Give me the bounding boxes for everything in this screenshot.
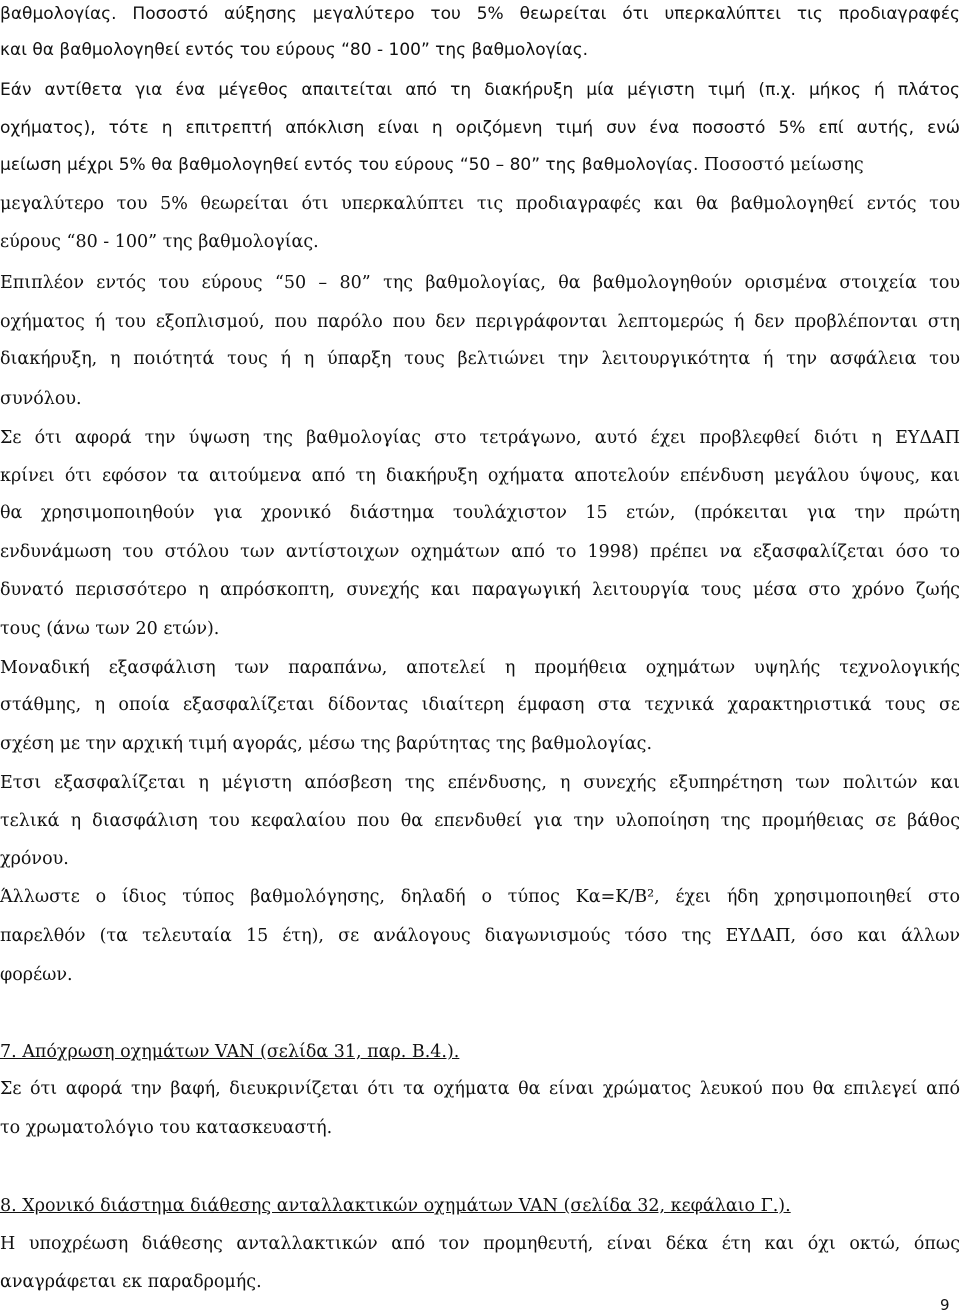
text-line: Άλλωστε ο ίδιος τύπος βαθμολόγησης, δηλαδή ο τύπος Κα=Κ/Β², έχει ήδη χρησιμοποιηθεί στο <box>0 887 960 907</box>
text-line: φορέων. <box>0 965 73 985</box>
text-line: ενδυνάμωση του στόλου των αντίστοιχων οχημάτων από το 1998) πρέπει να εξασφαλίζεται όσο το <box>0 542 960 562</box>
text-line: εύρους “80 - 100” της βαθμολογίας. <box>0 232 319 252</box>
text-line: Σε ότι αφορά την βαφή, διευκρινίζεται ότι τα οχήματα θα είναι χρώματος λευκού που θα επιλεγεί από <box>0 1079 960 1099</box>
text-line: αναγράφεται εκ παραδρομής. <box>0 1272 262 1292</box>
section-heading-7: 7. Απόχρωση οχημάτων VAN (σελίδα 31, παρ. Β.4.). <box>0 1042 460 1062</box>
text-span: Ποσοστό μείωσης <box>698 155 864 175</box>
text-line: χρόνου. <box>0 849 69 869</box>
text-line: κρίνει ότι εφόσον τα αιτούμενα από τη διακήρυξη οχήματα αποτελούν επένδυση μεγάλου ύψους, και <box>0 466 960 486</box>
text-line: Η υποχρέωση διάθεσης ανταλλακτικών από τον προμηθευτή, είναι δέκα έτη και όχι οκτώ, όπως <box>0 1234 960 1254</box>
text-line: Εάν αντίθετα για ένα μέγεθος απαιτείται από τη διακήρυξη μία μέγιστη τιμή (π.χ. μήκος ή πλάτος <box>0 80 960 100</box>
text-line: οχήματος), τότε η επιτρεπτή απόκλιση είναι η οριζόμενη τιμή συν ένα ποσοστό 5% επί αυτής, ενώ <box>0 118 960 138</box>
section-heading-8: 8. Χρονικό διάστημα διάθεσης ανταλλακτικών οχημάτων VAN (σελίδα 32, κεφάλαιο Γ.). <box>0 1196 791 1216</box>
text-line: τελικά η διασφάλιση του κεφαλαίου που θα επενδυθεί για την υλοποίηση της προμήθειας σε βάθος <box>0 811 960 831</box>
text-line: παρελθόν (τα τελευταία 15 έτη), σε ανάλογους διαγωνισμούς τόσο της ΕΥΔΑΠ, όσο και άλλων <box>0 926 960 946</box>
text-line: το χρωματολόγιο του κατασκευαστή. <box>0 1118 333 1138</box>
text-line: δυνατό περισσότερο η απρόσκοπτη, συνεχής και παραγωγική λειτουργία τους μέσα στο χρόνο ζωής <box>0 580 960 600</box>
text-line: διακήρυξη, η ποιότητά τους ή η ύπαρξη τους βελτιώνει την λειτουργικότητα ή την ασφάλεια του <box>0 349 960 369</box>
text-line: οχήματος ή του εξοπλισμού, που παρόλο που δεν περιγράφονται λεπτομερώς ή δεν προβλέπονται στη <box>0 312 960 332</box>
text-span: μείωση μέχρι 5% θα βαθμολογηθεί εντός του εύρους “50 – 80” της βαθμολογίας. <box>0 155 699 175</box>
text-line: Σε ότι αφορά την ύψωση της βαθμολογίας στο τετράγωνο, αυτό έχει προβλεφθεί διότι η ΕΥΔΑΠ <box>0 428 960 448</box>
text-line: μεγαλύτερο του 5% θεωρείται ότι υπερκαλύπτει τις προδιαγραφές και θα βαθμολογηθεί εντός του <box>0 194 960 214</box>
text-line: σχέση με την αρχική τιμή αγοράς, μέσω της βαρύτητας της βαθμολογίας. <box>0 734 653 754</box>
text-line: Μοναδική εξασφάλιση των παραπάνω, αποτελεί η προμήθεια οχημάτων υψηλής τεχνολογικής <box>0 658 960 678</box>
text-line: βαθμολογίας. Ποσοστό αύξησης μεγαλύτερο του 5% θεωρείται ότι υπερκαλύπτει τις προδιαγραφές <box>0 4 960 24</box>
text-line: τους (άνω των 20 ετών). <box>0 619 220 639</box>
text-line: Επιπλέον εντός του εύρους “50 – 80” της βαθμολογίας, θα βαθμολογηθούν ορισμένα στοιχεία του <box>0 273 960 293</box>
text-line <box>0 154 960 176</box>
page-number: 9 <box>940 1296 950 1314</box>
text-line: συνόλου. <box>0 389 82 409</box>
text-line: και θα βαθμολογηθεί εντός του εύρους “80 - 100” της βαθμολογίας. <box>0 40 589 60</box>
text-line: θα χρησιμοποιηθούν για χρονικό διάστημα τουλάχιστον 15 ετών, (πρόκειται για την πρώτη <box>0 503 960 523</box>
text-line: στάθμης, η οποία εξασφαλίζεται δίδοντας ιδιαίτερη έμφαση στα τεχνικά χαρακτηριστικά τους σε <box>0 695 960 715</box>
text-line: Ετσι εξασφαλίζεται η μέγιστη απόσβεση της επένδυσης, η συνεχής εξυπηρέτηση των πολιτών και <box>0 773 960 793</box>
